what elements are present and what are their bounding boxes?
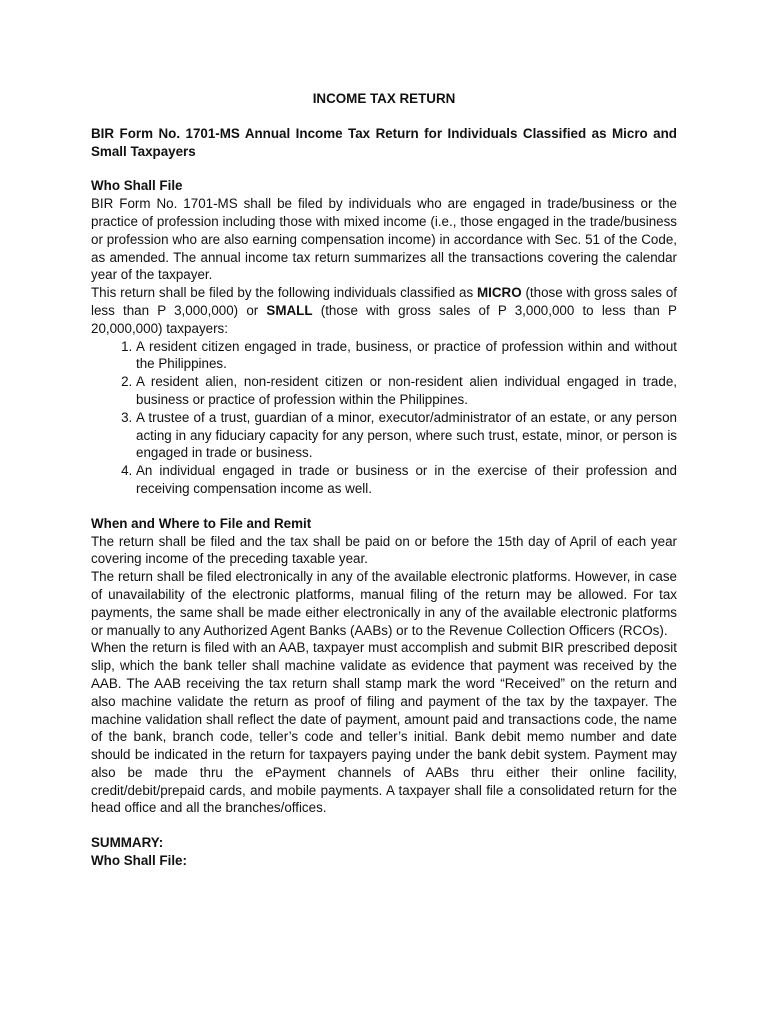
document-body xyxy=(91,90,677,870)
who-shall-file-paragraph-2 xyxy=(91,284,677,337)
who-shall-file-section xyxy=(91,177,677,497)
document-title: INCOME TAX RETURN xyxy=(312,91,456,106)
para2-text-a: This return shall be filed by the following individuals classified as xyxy=(91,285,477,301)
list-item: 1. A resident citizen engaged in trade, business, or practice of profession within and without the Philippines. xyxy=(136,338,677,374)
when-where-paragraph-1: The return shall be filed and the tax shall be paid on or before the 15th day of April of each year covering income of the preceding taxable year. xyxy=(91,533,677,567)
when-where-paragraph-2: The return shall be filed electronically in any of the available electronic platforms. However, in case of unavailability of the electronic platforms, manual filing of the return may be allowed. For tax payments, the same shall be made either electronically in any of the available electronic platforms or manually to any Authorized Agent Banks (AABs) or to the Revenue Collection Officers (RCOs). xyxy=(91,569,677,638)
list-item: 2. A resident alien, non-resident citizen or non-resident alien individual engaged in trade, business or practice of profession within the Philippines. xyxy=(136,373,677,409)
form-title: BIR Form No. 1701-MS Annual Income Tax Return for Individuals Classified as Micro and Small Taxpayers xyxy=(91,125,677,159)
list-item: 4. An individual engaged in trade or business or in the exercise of their profession and receiving compensation income as well. xyxy=(136,462,677,498)
para2-text-b: (those with gross sales of less than P 3,000,000) or xyxy=(91,285,677,318)
summary-section xyxy=(91,834,677,870)
when-where-heading: When and Where to File and Remit xyxy=(91,515,312,531)
taxpayer-list xyxy=(91,338,677,498)
small-term: SMALL xyxy=(266,302,313,318)
who-shall-file-heading: Who Shall File xyxy=(91,178,183,194)
summary-heading: SUMMARY: xyxy=(91,835,164,851)
who-shall-file-paragraph-1: BIR Form No. 1701-MS shall be filed by individuals who are engaged in trade/business or the practice of profession including those with mixed income (i.e., those engaged in the trade/business or profession who are also earning compensation income) in accordance with Sec. 51 of the Code, as amended. The annual income tax return summarizes all the transactions covering the calendar year of the taxpayer. xyxy=(91,196,677,283)
when-where-paragraph-3: When the return is filed with an AAB, taxpayer must accomplish and submit BIR prescribed deposit slip, which the bank teller shall machine validate as evidence that payment was received by the AAB. The AAB receiving the tax return shall stamp mark the word “Received” on the return and also machine validate the return as proof of filing and payment of the tax by the taxpayer. The machine validation shall reflect the date of payment, amount paid and transactions code, the name of the bank, branch code, teller’s code and teller’s initial. Bank debit memo number and date should be indicated in the return for taxpayers paying under the bank debit system. Payment may also be made thru the ePayment channels of AABs thru either their online facility, credit/debit/prepaid cards, and mobile payments. A taxpayer shall file a consolidated return for the head office and all the branches/offices. xyxy=(91,640,677,816)
list-item: 3. A trustee of a trust, guardian of a minor, executor/administrator of an estate, or any person acting in any fiduciary capacity for any person, where such trust, estate, minor, or person is engaged in trade or business. xyxy=(136,409,677,462)
when-where-section xyxy=(91,515,677,818)
para2-text-c: (those with gross sales of P 3,000,000 to less than P 20,000,000) taxpayers: xyxy=(91,302,677,336)
micro-term: MICRO xyxy=(477,285,522,301)
summary-who-shall-file: Who Shall File: xyxy=(91,853,187,869)
